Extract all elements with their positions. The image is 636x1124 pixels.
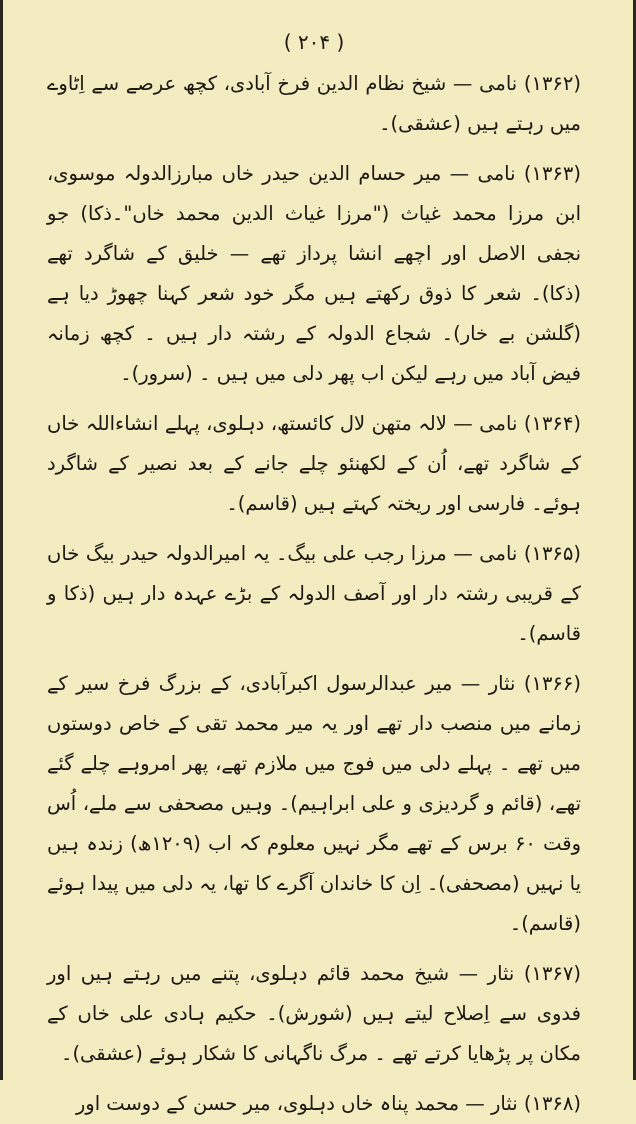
entry-1365: (۱۳۶۵) نامی — مرزا رجب علی بیگ۔ یہ امیرالدولہ حیدر بیگ خاں کے قریبی رشتہ دار اور آصف الدولہ کے بڑے عہدہ دار ہیں (ذکا و قاسم)۔ [47,542,581,645]
entry-1363: (۱۳۶۳) نامی — میر حسام الدین حیدر خاں مبارزالدولہ موسوی، ابن مرزا محمد غیاث ("مرزا غیاث الدین محمد خاں"۔ذکا) جو نجفی الاصل اور اچھے انشا پرداز تھے — خلیق کے شاگرد تھے (ذکا)۔ شعر کا ذوق رکھتے ہیں مگر خود شعر کہنا چھوڑ دیا ہے (گلشن بے خار)۔ شجاع الدولہ کے رشتہ دار ہیں ۔ کچھ زمانہ فیض آباد میں رہے لیکن اب پھر دلی میں ہیں ۔ (سرور)۔ [47,162,581,385]
entry-1366: (۱۳۶۶) نثار — میر عبدالرسول اکبرآبادی، کے بزرگ فرخ سیر کے زمانے میں منصب دار تھے اور یہ میر محمد تقی کے خاص دوستوں میں تھے ۔ پہلے دلی میں فوج میں ملازم تھے، پھر امروہے چلے گئے تھے، (قائم و گردیزی و علی ابراہیم)۔ وہیں مصحفی سے ملے، اُس وقت ۶۰ برس کے تھے مگر نہیں معلوم کہ اب (۱۲۰۹ھ) زندہ ہیں یا نہیں (مصحفی)۔ اِن کا خاندان آگرے کا تھا، یہ دلی میں پیدا ہوئے (قاسم)۔ [47,672,582,935]
page-number: ( ۲۰۴ ) [283,30,345,54]
entry-1362: (۱۳۶۲) نامی — شیخ نظام الدین فرخ آبادی، کچھ عرصے سے اِٹاوے میں رہتے ہیں (عشقی)۔ [47,72,581,135]
entry-1368: (۱۳۶۸) نثار — محمد پناہ خاں دہلوی، میر حسن کے دوست اور [75,1092,581,1115]
entry-1364: (۱۳۶۴) نامی — لالہ متھن لال کائستھ، دہلوی، پہلے انشاءاللہ خاں کے شاگرد تھے، اُن کے لکھنئو چلے جانے کے بعد نصیر کے شاگرد ہوئے۔ فارسی اور ریختہ کہتے ہیں (قاسم)۔ [47,412,581,515]
entries-list [47,64,581,1124]
entry-1367: (۱۳۶۷) نثار — شیخ محمد قائم دہلوی، پتنے میں رہتے ہیں اور فدوی سے اِصلاح لیتے ہیں (شورش)۔ حکیم ہادی علی خاں کے مکان پر پڑھایا کرتے تھے ۔ مرگ ناگہانی کا شکار ہوئے (عشقی)۔ [47,962,581,1065]
